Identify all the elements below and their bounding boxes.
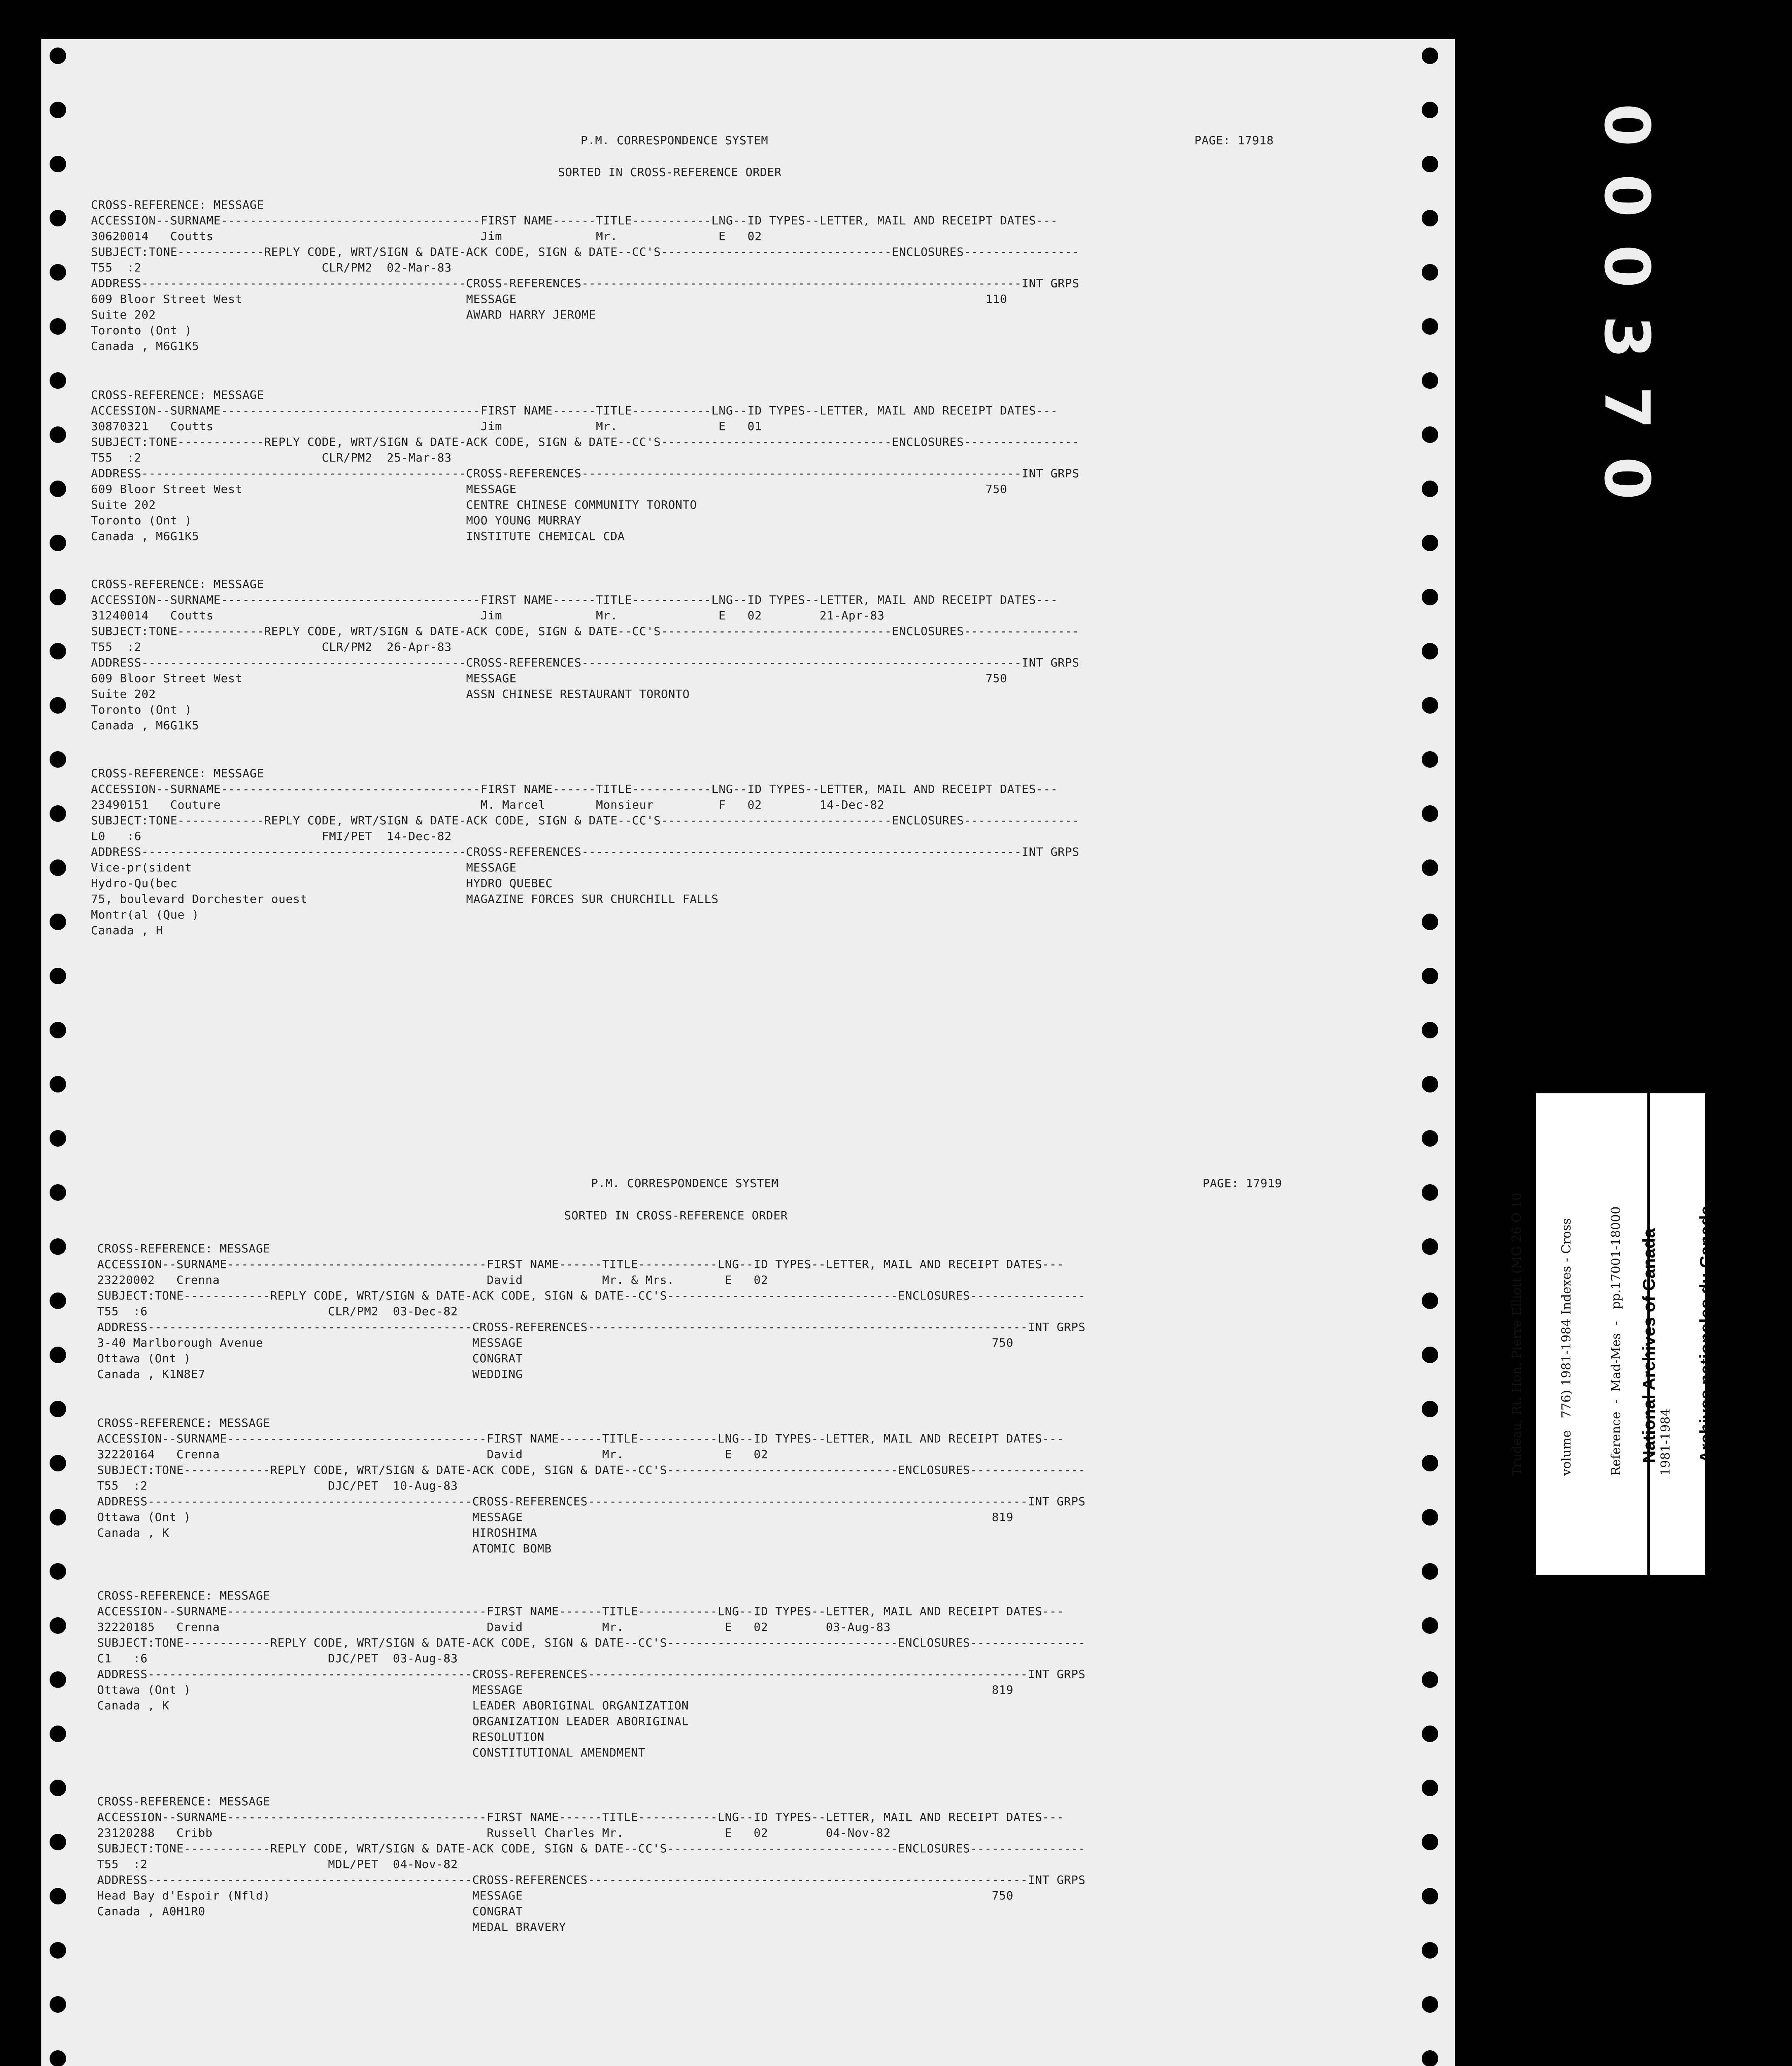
record-line: Hydro-Qu(bec HYDRO QUEBEC — [91, 876, 553, 890]
record-line: ADDRESS---------------------------------------------CROSS-REFERENCES-------------------------------------------------------------INT GRPS — [97, 1873, 1086, 1887]
feed-hole — [1422, 1347, 1438, 1363]
feed-hole — [1422, 1780, 1438, 1796]
feed-hole — [50, 1563, 66, 1580]
feed-hole — [1422, 1401, 1438, 1417]
printout-sheet — [41, 39, 1455, 2066]
record-line: 3-40 Marlborough Avenue MESSAGE 750 — [97, 1336, 1014, 1350]
record-line: ACCESSION--SURNAME------------------------------------FIRST NAME------TITLE-----------LNG--ID TYPES--LETTER, MAIL AND RECEIPT DATES--- — [91, 214, 1058, 227]
record-line: ADDRESS---------------------------------------------CROSS-REFERENCES-------------------------------------------------------------INT GRPS — [91, 276, 1079, 290]
feed-hole — [1422, 1238, 1438, 1255]
record — [97, 1415, 1086, 1557]
sort-title: SORTED IN CROSS-REFERENCE ORDER — [558, 165, 782, 179]
record-line: RESOLUTION — [97, 1730, 545, 1744]
feed-hole — [50, 914, 66, 930]
feed-hole — [50, 1401, 66, 1417]
record — [91, 766, 1079, 938]
feed-hole — [50, 1184, 66, 1201]
description-line: 1981-1984 — [1659, 1408, 1673, 1476]
record-line: 609 Bloor Street West MESSAGE 750 — [91, 671, 1008, 685]
feed-hole — [50, 1347, 66, 1363]
feed-hole — [1422, 1834, 1438, 1850]
feed-hole — [50, 210, 66, 226]
record-line: CROSS-REFERENCE: MESSAGE — [91, 198, 264, 212]
record-line: 32220185 Crenna David Mr. E 02 03-Aug-83 — [97, 1620, 891, 1634]
feed-hole — [50, 156, 66, 172]
feed-hole — [1422, 1076, 1438, 1093]
feed-hole — [50, 2050, 66, 2066]
feed-hole — [50, 1780, 66, 1796]
institution-name-en: National Archives of Canada — [1639, 1228, 1659, 1463]
record-line: SUBJECT:TONE------------REPLY CODE, WRT/SIGN & DATE-ACK CODE, SIGN & DATE--CC'S--------------------------------ENCLOSURES---------------- — [91, 624, 1079, 638]
record-line: 609 Bloor Street West MESSAGE 110 — [91, 292, 1008, 306]
feed-hole — [1422, 1455, 1438, 1471]
record-line: CROSS-REFERENCE: MESSAGE — [97, 1416, 270, 1430]
record-line: ORGANIZATION LEADER ABORIGINAL — [97, 1714, 689, 1728]
record-line: ADDRESS---------------------------------------------CROSS-REFERENCES-------------------------------------------------------------INT GRPS — [91, 467, 1079, 480]
record-line: SUBJECT:TONE------------REPLY CODE, WRT/SIGN & DATE-ACK CODE, SIGN & DATE--CC'S--------------------------------ENCLOSURES---------------- — [91, 814, 1079, 827]
record-line: SUBJECT:TONE------------REPLY CODE, WRT/SIGN & DATE-ACK CODE, SIGN & DATE--CC'S--------------------------------ENCLOSURES---------------- — [91, 245, 1079, 259]
record-line: Canada , K HIROSHIMA — [97, 1526, 537, 1540]
feed-hole — [1422, 48, 1438, 64]
archive-label — [1510, 1091, 1716, 1577]
record-line: T55 :2 DJC/PET 10-Aug-83 — [97, 1479, 458, 1492]
feed-hole — [50, 372, 66, 389]
record-line: 30620014 Coutts Jim Mr. E 02 — [91, 229, 762, 243]
record-line: Suite 202 CENTRE CHINESE COMMUNITY TORONTO — [91, 498, 697, 512]
feed-hole — [50, 751, 66, 768]
feed-hole — [50, 643, 66, 659]
feed-hole — [1422, 1509, 1438, 1526]
record — [97, 1794, 1086, 1935]
system-title: P.M. CORRESPONDENCE SYSTEM — [581, 133, 768, 147]
feed-hole — [1422, 589, 1438, 605]
record — [91, 197, 1079, 354]
feed-hole — [50, 968, 66, 984]
feed-hole — [50, 264, 66, 281]
feed-hole — [50, 1076, 66, 1093]
feed-hole — [1422, 805, 1438, 822]
stamp-digit: 3 — [1590, 315, 1663, 359]
record — [91, 576, 1079, 733]
stamp-digit: 0 — [1590, 245, 1663, 288]
feed-hole — [1422, 2050, 1438, 2066]
description-line: volume 776) 1981-1984 Indexes - Cross — [1559, 1218, 1574, 1476]
feed-hole — [50, 1455, 66, 1471]
record-line: Head Bay d'Espoir (Nfld) MESSAGE 750 — [97, 1889, 1014, 1902]
feed-hole — [50, 1671, 66, 1688]
record-line: SUBJECT:TONE------------REPLY CODE, WRT/SIGN & DATE-ACK CODE, SIGN & DATE--CC'S--------------------------------ENCLOSURES---------------- — [97, 1636, 1086, 1649]
record-line: CROSS-REFERENCE: MESSAGE — [91, 388, 264, 402]
feed-hole — [1422, 1130, 1438, 1147]
record-line: ADDRESS---------------------------------------------CROSS-REFERENCES-------------------------------------------------------------INT GRPS — [97, 1320, 1086, 1334]
record-line: ADDRESS---------------------------------------------CROSS-REFERENCES-------------------------------------------------------------INT GRPS — [97, 1667, 1086, 1681]
tractor-feed-holes-left — [50, 39, 74, 2066]
record-line: T55 :2 MDL/PET 04-Nov-82 — [97, 1857, 458, 1871]
feed-hole — [1422, 1942, 1438, 1959]
feed-hole — [1422, 914, 1438, 930]
record-line: ACCESSION--SURNAME------------------------------------FIRST NAME------TITLE-----------LNG--ID TYPES--LETTER, MAIL AND RECEIPT DATES--- — [97, 1604, 1064, 1618]
feed-hole — [50, 805, 66, 822]
feed-hole — [50, 1238, 66, 1255]
record-line: Toronto (Ont ) — [91, 324, 192, 337]
record-line: C1 :6 DJC/PET 03-Aug-83 — [97, 1652, 458, 1665]
feed-hole — [1422, 210, 1438, 226]
feed-hole — [50, 102, 66, 118]
feed-hole — [50, 1617, 66, 1634]
record-line: ADDRESS---------------------------------------------CROSS-REFERENCES-------------------------------------------------------------INT GRPS — [97, 1495, 1086, 1508]
record-line: ADDRESS---------------------------------------------CROSS-REFERENCES-------------------------------------------------------------INT GRPS — [91, 656, 1079, 669]
feed-hole — [50, 1942, 66, 1959]
feed-hole — [50, 589, 66, 605]
feed-hole — [50, 859, 66, 876]
record-line: Ottawa (Ont ) CONGRAT — [97, 1352, 523, 1365]
record-line: T55 :2 CLR/PM2 26-Apr-83 — [91, 640, 452, 654]
feed-hole — [50, 48, 66, 64]
record-line: CROSS-REFERENCE: MESSAGE — [97, 1589, 270, 1602]
feed-hole — [50, 318, 66, 335]
feed-hole — [1422, 102, 1438, 118]
record-line: 609 Bloor Street West MESSAGE 750 — [91, 482, 1008, 496]
stamp-digit: 7 — [1590, 386, 1663, 429]
record-line: Canada , M6G1K5 — [91, 339, 199, 353]
tractor-feed-holes-right — [1422, 39, 1446, 2066]
feed-hole — [50, 535, 66, 551]
stamp-digit: 0 — [1590, 457, 1663, 500]
page-number: PAGE: 17918 — [1194, 133, 1274, 147]
record-line: Canada , H — [91, 924, 163, 937]
record-line: CONSTITUTIONAL AMENDMENT — [97, 1746, 646, 1759]
feed-hole — [1422, 426, 1438, 443]
archive-institution — [1639, 1093, 1716, 1575]
feed-hole — [50, 1509, 66, 1526]
feed-hole — [1422, 1292, 1438, 1309]
stamp-digit: 0 — [1590, 174, 1663, 217]
feed-hole — [1422, 643, 1438, 659]
system-title: P.M. CORRESPONDENCE SYSTEM — [591, 1176, 779, 1190]
feed-hole — [50, 1888, 66, 1904]
stamp-digit: 0 — [1590, 103, 1663, 147]
record-line: 75, boulevard Dorchester ouest MAGAZINE FORCES SUR CHURCHILL FALLS — [91, 892, 719, 906]
record-line: ACCESSION--SURNAME------------------------------------FIRST NAME------TITLE-----------LNG--ID TYPES--LETTER, MAIL AND RECEIPT DATES--- — [91, 593, 1058, 607]
feed-hole — [1422, 1996, 1438, 2013]
feed-hole — [1422, 372, 1438, 389]
feed-hole — [1422, 1726, 1438, 1742]
feed-hole — [50, 426, 66, 443]
record-line: Suite 202 ASSN CHINESE RESTAURANT TORONTO — [91, 687, 690, 701]
record — [97, 1588, 1086, 1761]
feed-hole — [50, 1022, 66, 1038]
record-line: L0 :6 FMI/PET 14-Dec-82 — [91, 829, 452, 843]
feed-hole — [1422, 156, 1438, 172]
description-line: Reference - Mad-Mes - pp.17001-18000 — [1609, 1206, 1623, 1476]
record-line: CROSS-REFERENCE: MESSAGE — [91, 577, 264, 591]
record-line: MEDAL BRAVERY — [97, 1920, 566, 1934]
feed-hole — [1422, 264, 1438, 281]
record-line: 31240014 Coutts Jim Mr. E 02 21-Apr-83 — [91, 609, 885, 622]
feed-hole — [1422, 318, 1438, 335]
feed-hole — [50, 1726, 66, 1742]
record-line: Canada , M6G1K5 INSTITUTE CHEMICAL CDA — [91, 529, 625, 543]
record-line: SUBJECT:TONE------------REPLY CODE, WRT/SIGN & DATE-ACK CODE, SIGN & DATE--CC'S--------------------------------ENCLOSURES---------------- — [97, 1289, 1086, 1302]
record-line: Ottawa (Ont ) MESSAGE 819 — [97, 1510, 1014, 1524]
record — [91, 387, 1079, 544]
description-line: Trudeau, Rt. Hon. Pierre Elliott (MG 26 O 10 — [1510, 1192, 1524, 1476]
feed-hole — [50, 1996, 66, 2013]
frame-number-stamp — [1590, 95, 1663, 508]
feed-hole — [1422, 1563, 1438, 1580]
page-number: PAGE: 17919 — [1203, 1176, 1282, 1190]
feed-hole — [1422, 751, 1438, 768]
record-line: SUBJECT:TONE------------REPLY CODE, WRT/SIGN & DATE-ACK CODE, SIGN & DATE--CC'S--------------------------------ENCLOSURES---------------- — [97, 1463, 1086, 1477]
record-line: ACCESSION--SURNAME------------------------------------FIRST NAME------TITLE-----------LNG--ID TYPES--LETTER, MAIL AND RECEIPT DATES--- — [97, 1810, 1064, 1824]
record-line: CROSS-REFERENCE: MESSAGE — [91, 766, 264, 780]
record-line: 23120288 Cribb Russell Charles Mr. E 02 04-Nov-82 — [97, 1826, 891, 1840]
record-line: CROSS-REFERENCE: MESSAGE — [97, 1795, 270, 1808]
record-line: Suite 202 AWARD HARRY JEROME — [91, 308, 596, 321]
record-line: 30870321 Coutts Jim Mr. E 01 — [91, 419, 762, 433]
feed-hole — [1422, 968, 1438, 984]
record — [97, 1241, 1086, 1382]
record-line: SUBJECT:TONE------------REPLY CODE, WRT/SIGN & DATE-ACK CODE, SIGN & DATE--CC'S--------------------------------ENCLOSURES---------------- — [91, 435, 1079, 449]
feed-hole — [50, 1834, 66, 1850]
feed-hole — [50, 1130, 66, 1147]
record-line: T55 :2 CLR/PM2 25-Mar-83 — [91, 451, 452, 464]
record-line: Toronto (Ont ) MOO YOUNG MURRAY — [91, 514, 582, 527]
feed-hole — [1422, 697, 1438, 714]
feed-hole — [1422, 1671, 1438, 1688]
record-line: Vice-pr(sident MESSAGE — [91, 861, 517, 874]
record-line: CROSS-REFERENCE: MESSAGE — [97, 1242, 270, 1255]
record-line: ACCESSION--SURNAME------------------------------------FIRST NAME------TITLE-----------LNG--ID TYPES--LETTER, MAIL AND RECEIPT DATES--- — [91, 782, 1058, 796]
sort-title: SORTED IN CROSS-REFERENCE ORDER — [564, 1209, 788, 1222]
record-line: Canada , M6G1K5 — [91, 719, 199, 732]
record-line: 32220164 Crenna David Mr. E 02 — [97, 1447, 768, 1461]
feed-hole — [1422, 1617, 1438, 1634]
feed-hole — [50, 481, 66, 497]
record-line: Canada , A0H1R0 CONGRAT — [97, 1904, 523, 1918]
record-line: Ottawa (Ont ) MESSAGE 819 — [97, 1683, 1014, 1697]
feed-hole — [1422, 535, 1438, 551]
record-line: SUBJECT:TONE------------REPLY CODE, WRT/SIGN & DATE-ACK CODE, SIGN & DATE--CC'S--------------------------------ENCLOSURES---------------- — [97, 1842, 1086, 1855]
record-line: ACCESSION--SURNAME------------------------------------FIRST NAME------TITLE-----------LNG--ID TYPES--LETTER, MAIL AND RECEIPT DATES--- — [97, 1432, 1064, 1445]
feed-hole — [1422, 1022, 1438, 1038]
record-line: Canada , K1N8E7 WEDDING — [97, 1367, 523, 1381]
record-line: 23490151 Couture M. Marcel Monsieur F 02 14-Dec-82 — [91, 798, 885, 812]
feed-hole — [1422, 859, 1438, 876]
feed-hole — [1422, 481, 1438, 497]
record-line: T55 :6 CLR/PM2 03-Dec-82 — [97, 1304, 458, 1318]
feed-hole — [50, 1292, 66, 1309]
feed-hole — [1422, 1184, 1438, 1201]
record-line: ATOMIC BOMB — [97, 1542, 552, 1555]
feed-hole — [1422, 1888, 1438, 1904]
feed-hole — [50, 697, 66, 714]
record-line: 23220002 Crenna David Mr. & Mrs. E 02 — [97, 1273, 768, 1287]
record-line: Toronto (Ont ) — [91, 703, 192, 716]
record-line: Canada , K LEADER ABORIGINAL ORGANIZATION — [97, 1699, 689, 1712]
record-line: ACCESSION--SURNAME------------------------------------FIRST NAME------TITLE-----------LNG--ID TYPES--LETTER, MAIL AND RECEIPT DATES--- — [97, 1257, 1064, 1271]
record-line: ACCESSION--SURNAME------------------------------------FIRST NAME------TITLE-----------LNG--ID TYPES--LETTER, MAIL AND RECEIPT DATES--- — [91, 404, 1058, 417]
record-line: T55 :2 CLR/PM2 02-Mar-83 — [91, 261, 452, 274]
record-line: ADDRESS---------------------------------------------CROSS-REFERENCES-------------------------------------------------------------INT GRPS — [91, 845, 1079, 859]
record-line: Montr(al (Que ) — [91, 908, 199, 921]
institution-name-fr: Archives nationales du Canada — [1696, 1205, 1716, 1463]
